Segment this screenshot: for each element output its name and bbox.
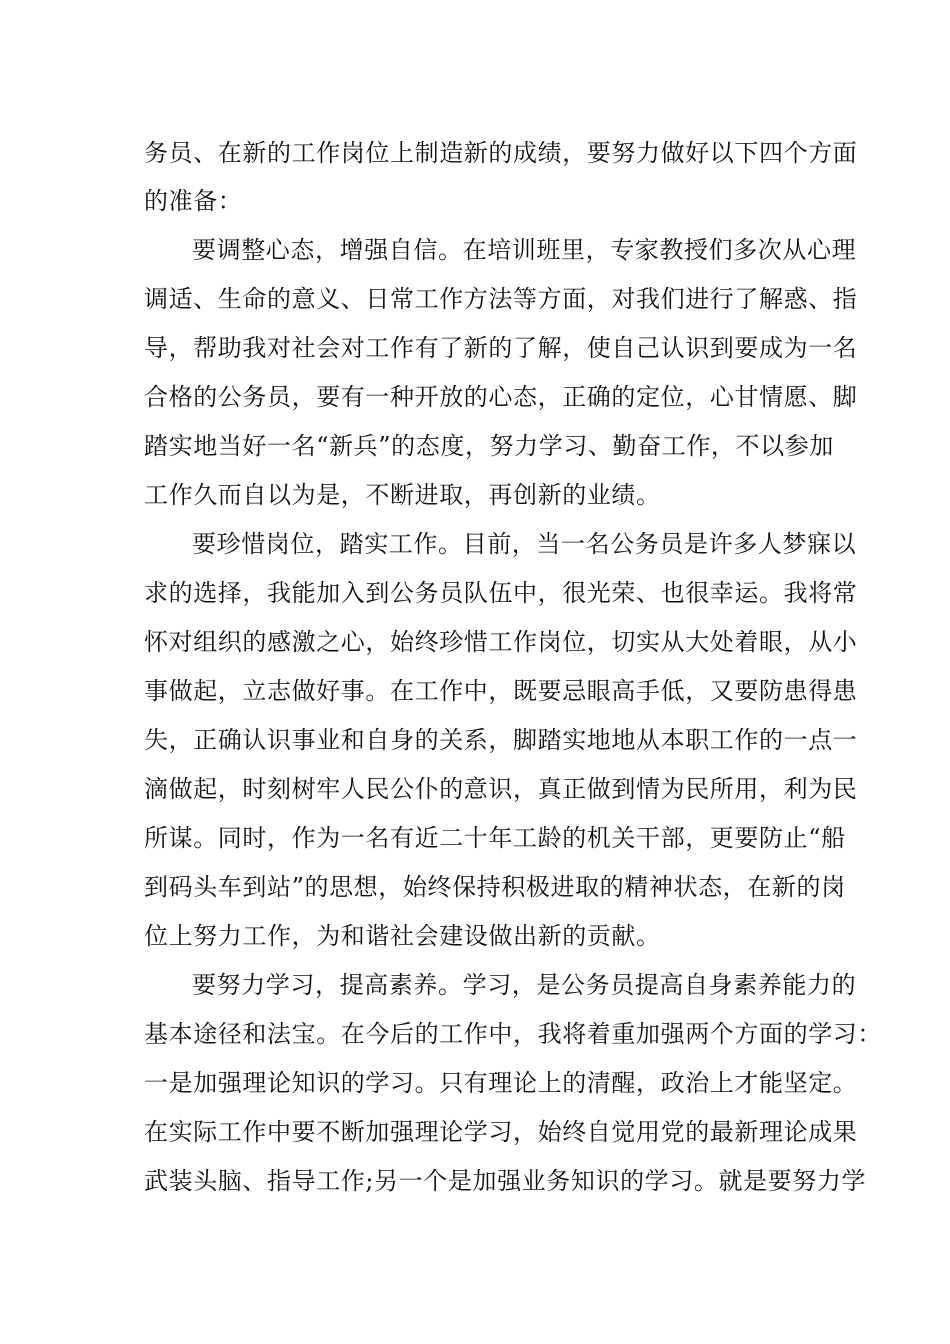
text-line: 求的选择，我能加入到公务员队伍中，很光荣、也很幸运。我将常 (144, 579, 858, 607)
text-line: 调适、生命的意义、日常工作方法等方面，对我们进行了解惑、指 (144, 285, 858, 313)
text-line: 武装头脑、指导工作;另一个是加强业务知识的学习。就是要努力学 (144, 1167, 867, 1195)
text-line: 到码头车到站”的思想，始终保持积极进取的精神状态，在新的岗 (144, 873, 846, 901)
text-line: 所谋。同时，作为一名有近二十年工龄的机关干部，更要防止“船 (144, 824, 846, 852)
text-line: 工作久而自以为是，不断进取，再创新的业绩。 (144, 481, 661, 509)
text-line: 在实际工作中要不断加强理论学习，始终自觉用党的最新理论成果 (144, 1118, 858, 1146)
text-line: 失，正确认识事业和自身的关系，脚踏实地地从本职工作的一点一 (144, 726, 858, 754)
text-line: 怀对组织的感激之心，始终珍惜工作岗位，切实从大处着眼，从小 (144, 628, 858, 656)
text-line: 的准备： (144, 187, 243, 215)
paragraph-first-line: 要调整心态，增强自信。在培训班里，专家教授们多次从心理 (192, 236, 857, 264)
text-line: 一是加强理论知识的学习。只有理论上的清醒，政治上才能坚定。 (144, 1069, 858, 1097)
text-line: 滴做起，时刻树牢人民公仆的意识，真正做到情为民所用，利为民 (144, 775, 858, 803)
text-line: 合格的公务员，要有一种开放的心态，正确的定位，心甘情愿、脚 (144, 383, 858, 411)
paragraph-first-line: 要努力学习，提高素养。学习，是公务员提高自身素养能力的 (192, 971, 857, 999)
paragraph-first-line: 要珍惜岗位，踏实工作。目前，当一名公务员是许多人梦寐以 (192, 530, 857, 558)
text-line: 事做起，立志做好事。在工作中，既要忌眼高手低，又要防患得患 (144, 677, 858, 705)
text-line: 导，帮助我对社会对工作有了新的了解，使自己认识到要成为一名 (144, 334, 858, 362)
text-line: 踏实地当好一名“新兵”的态度，努力学习、勤奋工作，不以参加 (144, 432, 834, 460)
text-line: 基本途径和法宝。在今后的工作中，我将着重加强两个方面的学习： (144, 1020, 882, 1048)
text-line: 位上努力工作，为和谐社会建设做出新的贡献。 (144, 922, 661, 950)
text-line: 务员、在新的工作岗位上制造新的成绩，要努力做好以下四个方面 (144, 139, 858, 167)
